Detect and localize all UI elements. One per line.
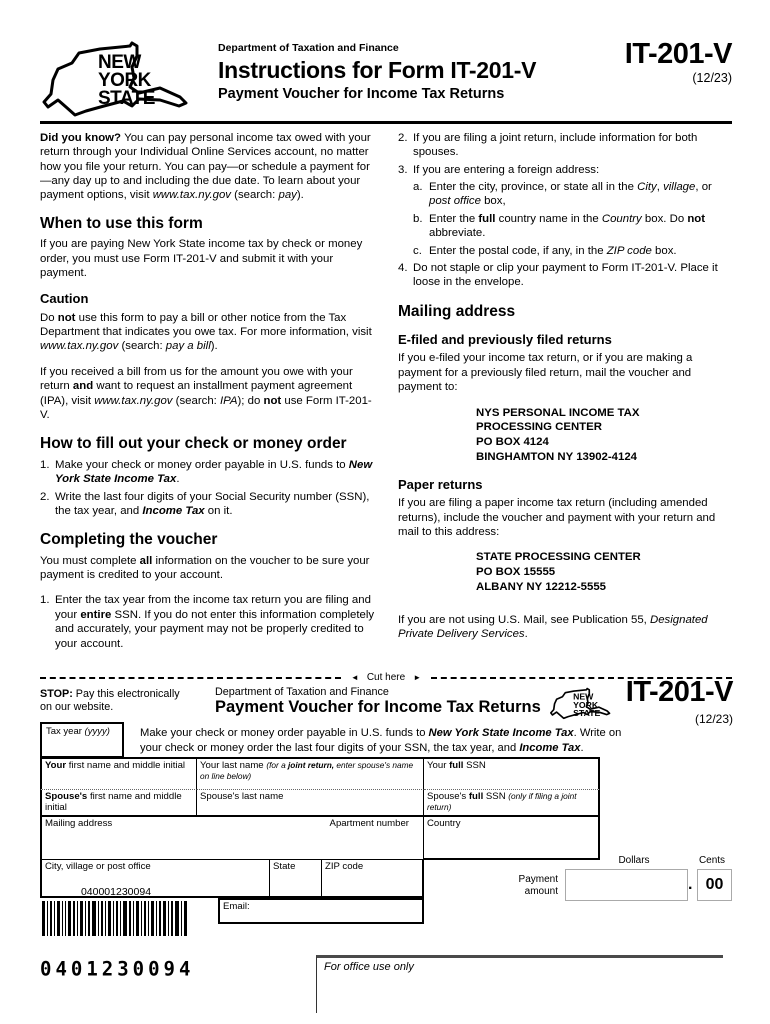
cents-label: Cents	[698, 855, 726, 866]
stop-notice: STOP: Pay this electronically on our website.	[40, 688, 180, 714]
instructions	[40, 131, 734, 654]
right-column	[398, 131, 734, 654]
office-use-box: For office use only	[316, 955, 723, 1013]
logo-word-new: NEW	[98, 52, 141, 73]
mailing-address-field[interactable]: Mailing address Apartment number	[40, 817, 424, 860]
apartment-number-field: Apartment number	[329, 818, 409, 829]
form-revision: (12/23)	[692, 71, 732, 85]
list-subitem: a. Enter the city, province, or state all in the City, village, or post office box,	[413, 181, 712, 208]
voucher-instruction: Make your check or money order payable in U.S. funds to New York State Income Tax. Write on your check or money order the last four digits of your SSN, the tax year, and Income Tax.	[140, 727, 622, 754]
cut-here-label: ◄ Cut here ►	[350, 672, 422, 683]
voucher-form-number: IT-201-V	[625, 676, 733, 708]
dollars-label: Dollars	[618, 855, 650, 866]
nys-logo-icon	[42, 36, 192, 120]
page-title: Instructions for Form IT-201-V	[218, 57, 537, 83]
heading-completing-voucher: Completing the voucher	[40, 531, 218, 549]
private-delivery-paragraph: If you are not using U.S. Mail, see Publication 55, Designated Private Delivery Services.	[398, 613, 708, 641]
spouse-first-name-field[interactable]: Spouse's first name and middle initial	[40, 790, 197, 817]
tax-year-field[interactable]: Tax year (yyyy)	[40, 722, 124, 758]
agency-name: Department of Taxation and Finance	[218, 42, 399, 54]
spouse-last-name-field[interactable]: Spouse's last name	[197, 790, 424, 817]
decimal-point: .	[688, 876, 693, 893]
did-you-know-paragraph: Did you know? You can pay personal income tax owed with your return through your Individual Online Services account, no matter how you file your return. You can pay—or schedule a payment for—any day up to and including the due date. To learn about your payment options, visit www.tax.ny.gov (search: pay).	[40, 132, 371, 202]
your-first-name-field[interactable]: Your first name and middle initial	[40, 757, 197, 790]
page-subtitle: Payment Voucher for Income Tax Returns	[218, 86, 505, 102]
header-rule	[40, 121, 732, 124]
spouse-ssn-field[interactable]: Spouse's full SSN (only if filing a joint return)	[424, 790, 600, 817]
voucher-table	[40, 757, 600, 925]
your-last-name-field[interactable]: Your last name (for a joint return, enter spouse's name on line below)	[197, 757, 424, 790]
list-item: 1. Make your check or money order payable in U.S. funds to New York State Income Tax.	[40, 458, 373, 486]
form-number: IT-201-V	[624, 38, 732, 70]
scanline-number: 0401230094	[40, 957, 195, 981]
heading-caution: Caution	[40, 291, 89, 307]
document-header	[40, 36, 732, 118]
list-item: 3. If you are entering a foreign address:	[398, 163, 600, 176]
list-item: 4. Do not staple or clip your payment to Form IT-201-V. Place it loose in the envelope.	[398, 261, 718, 289]
heading-paper-returns: Paper returns	[398, 476, 483, 492]
caution-paragraph-1: Do not use this form to pay a bill or other notice from the Tax Department that indicates you owe tax. For more information, visit www.tax.ny.gov (search: pay a bill).	[40, 311, 372, 353]
payment-voucher	[0, 670, 770, 1024]
when-to-use-paragraph: If you are paying New York State income tax by check or money order, you must use Form IT-201-V and submit it with your payment.	[40, 238, 363, 280]
list-item: 2. Write the last four digits of your Social Security number (SSN), the tax year, and Income Tax on it.	[40, 490, 370, 517]
svg-text:NEW: NEW	[573, 691, 594, 702]
voucher-revision: (12/23)	[694, 712, 733, 726]
logo-word-state: STATE	[98, 88, 155, 109]
heading-when-to-use: When to use this form	[40, 214, 203, 232]
list-subitem: b. Enter the full country name in the Country box. Do not abbreviate.	[413, 212, 706, 240]
country-field[interactable]: Country	[424, 817, 600, 860]
heading-efiled: E-filed and previously filed returns	[398, 332, 612, 348]
voucher-agency: Department of Taxation and Finance	[215, 686, 389, 698]
list-item: 2. If you are filing a joint return, include information for both spouses.	[398, 132, 698, 159]
efiled-address: NYS PERSONAL INCOME TAX PROCESSING CENTER PO BOX 4124 BINGHAMTON NY 13902-4124	[476, 406, 640, 464]
list-subitem: c. Enter the postal code, if any, in the ZIP code box.	[413, 244, 677, 257]
city-field[interactable]: City, village or post office	[40, 860, 270, 898]
state-field[interactable]: State	[270, 860, 322, 898]
payment-cents-value: 00	[697, 869, 732, 901]
svg-text:YORK: YORK	[573, 699, 599, 710]
right-arrow-icon: ►	[413, 673, 422, 682]
zip-code-field[interactable]: ZIP code	[322, 860, 424, 898]
barcode-number: 040001230094	[80, 886, 152, 898]
left-column	[40, 131, 376, 654]
caution-paragraph-2: If you received a bill from us for the amount you owe with your return and want to request an installment payment agreement (IPA), visit www.tax.ny.gov (search: IPA); do not use Form IT-201-V.	[40, 365, 372, 421]
barcode	[42, 901, 190, 936]
nys-logo-small-icon	[550, 682, 612, 724]
efiled-paragraph: If you e-filed your income tax return, or if you are making a payment for a previously filed return, mail the voucher and payment to:	[398, 352, 693, 394]
your-ssn-field[interactable]: Your full SSN	[424, 757, 600, 790]
svg-text:STATE: STATE	[573, 708, 601, 719]
payment-amount-label: Payment amount	[518, 874, 558, 897]
email-field[interactable]: Email:	[218, 898, 424, 924]
paper-paragraph: If you are filing a paper income tax return (including amended returns), include the voucher and payment with your return and mail to this address:	[398, 497, 716, 538]
heading-mailing-address: Mailing address	[398, 302, 516, 320]
paper-address: STATE PROCESSING CENTER PO BOX 15555 ALBANY NY 12212-5555	[476, 551, 641, 593]
payment-dollars-field[interactable]	[565, 869, 688, 901]
left-arrow-icon: ◄	[350, 673, 359, 682]
logo-word-york: YORK	[98, 70, 151, 91]
voucher-title: Payment Voucher for Income Tax Returns	[215, 698, 541, 716]
completing-paragraph: You must complete all information on the voucher to be sure your payment is credited to your account.	[40, 554, 370, 582]
list-item: 1. Enter the tax year from the income tax return you are filing and your entire SSN. If you do not enter this information completely and accurately, your payment may not be properly credited to your account.	[40, 594, 375, 650]
heading-check-money-order: How to fill out your check or money order	[40, 435, 347, 453]
